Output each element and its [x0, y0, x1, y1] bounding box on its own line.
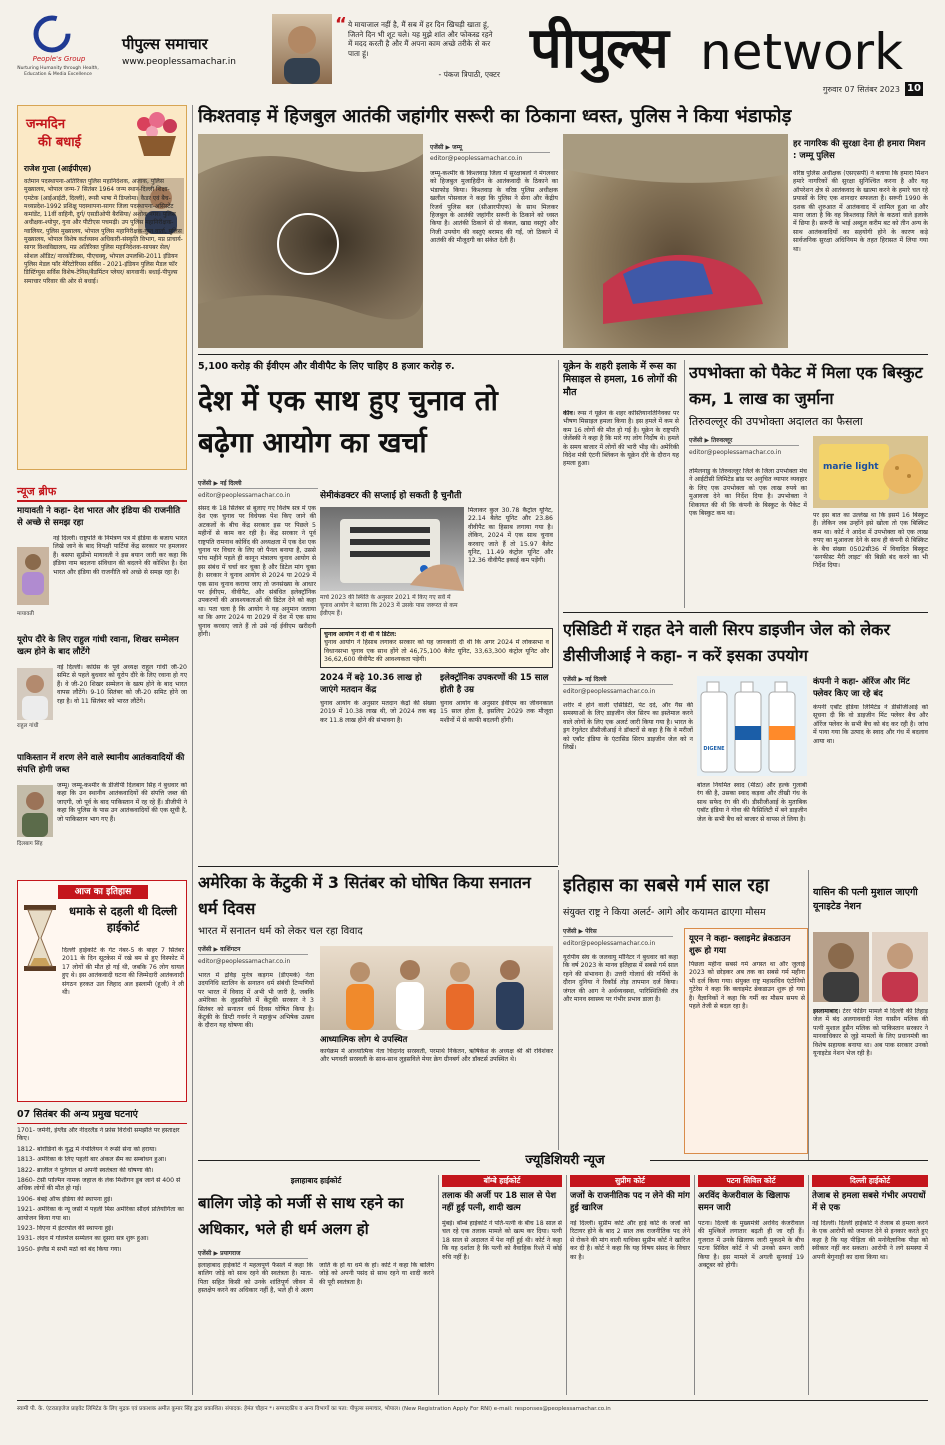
birthday-title-1: जन्मदिन	[26, 117, 66, 132]
america-photo	[320, 946, 553, 1030]
biscuit-body: तमिलनाडु के तिरुवल्लूर जिले के जिला उपभोक्ता मंच ने आईटीसी लिमिटेड ब्रांड पर अनुचित व्यापार व्यवहार के लिए एक उपभोक्ता को एक लाख रुपये का मुआवजा देने का निर्देश दिया है। उपभोक्ता ने शिकायत की थी कि कंपनी के बिस्कुट के पैकेट में एक बिस्कुट कम था।	[689, 468, 807, 518]
brief-2-title: यूरोप दौरे के लिए राहुल गांधी रवाना, शिखर सम्मेलन खत्म होने के बाद लौटेंगे	[17, 635, 179, 657]
judiciary-body-5: नई दिल्ली। दिल्ली हाईकोर्ट ने तेजाब से हमला करने के एक आरोपी को जमानत देने से इनकार करते हुए कहा है कि यह पीड़िता की मनोवैज्ञानिक पीड़ा को स्वीकार नहीं कर सकता। आरोपी ने लगे समस्या में अपनी बेगुनाही का दावा किया था।	[812, 1220, 928, 1261]
masthead	[0, 0, 945, 100]
evm-sub3-title: इलेक्ट्रॉनिक उपकरणों की 15 साल होती है उम्र	[440, 673, 549, 695]
acidity-byline: एजेंसी ▶ नई दिल्ली	[563, 676, 673, 685]
ukraine-body-text: रूस ने यूक्रेन के शहर कोस्तियानतिनिवका पर भीषण मिसाइल हमला किया है। इस हमले में कम से कम 16 लोगों की मौत हो गई है। यूक्रेन के राष्ट्रपति जेलेंस्की ने कहा है कि मारे गए लोग निर्दोष थे। हमले के समय बाजार में लोगों की भारी भीड़ थी। अमेरिकी विदेश मंत्री एंटनी ब्लिंकन के यूक्रेन दौरे के दौरान यह हमला हुआ।	[563, 410, 679, 468]
evm-machine-icon	[320, 507, 464, 591]
history-event: 1813- अमेरिका के लिए पहली बार अंकल सैम का सम्बोधन हुआ।	[17, 1156, 167, 1164]
evm-body: संसद के 18 सितंबर से बुलाए गए विशेष सत्र में एक देश एक चुनाव पर विधेयक पेश किए जाने की अटकलों के बीच केंद्र सरकार इस पर पिछले 5 महीनों से काम कर रही है। केंद्र सरकार ने पूर्व राष्ट्रपति रामनाथ कोविंद की अध्यक्षता में एक देश एक चुनाव पर विचार के लिए जो पैनल बनाया है, उससे पांच महीने पहले ही कानून मंत्रालय चुनाव आयोग से इस संबंध में चर्चा कर चुका है और डिटेल मांग चुका है। सरकार ने चुनाव आयोग से 2024 या 2029 में एक साथ चुनाव कराया जाए तो जनसंख्या के आधार पर ईवीएम, वीवीपैट, और संबंधित इलेक्ट्रॉनिक उपकरणों की आवश्यकताओं की डिटेल देने को कहा था। पता चला है कि आयोग ने यह अनुमान जताया था कि अगर 2024 या 2029 में देश में एक साथ चुनाव करवाए जाते हैं तो उसे नई ईवीएम खरीदनी होंगी।	[198, 505, 316, 639]
person-portrait-icon	[813, 932, 869, 1002]
brief-3-body: जम्मू। जम्मू-कश्मीर के डीजीपी दिलबाग सिंह ने बुधवार को कहा कि उन स्थानीय आतंकवादियों की संपत्ति जब्त की जाएगी, जो पूर्व के बाद पाकिस्तान में रह रहे हैं। डीजीपी ने कहा कि पुलिस के पास उन आतंकवादियों की एक सूची है, जो पाकिस्तान भाग गए हैं।	[57, 782, 187, 823]
evm-box-title: चुनाव आयोग ने दी थी ये डिटेल:	[324, 631, 397, 638]
history-event: 1812- बोरोडिनो के युद्ध में नेपोलियन ने रूसी सेना को हराया।	[17, 1145, 157, 1153]
birthday-person-name: राजेश गुप्ता (आईपीएस)	[24, 164, 92, 173]
evm-kicker: 5,100 करोड़ की ईवीएम और वीवीपैट के लिए चाहिए 8 हजार करोड़ रु.	[198, 361, 455, 372]
brand-english: network	[700, 23, 904, 81]
evm-sub3-body: चुनाव आयोग के अनुसार ईवीएम का जीवनकाल 15 साल होता है, इसलिए 2029 तक मौजूदा मशीनों में से काफी बदलनी होंगी।	[440, 700, 553, 724]
yasin-body: इस्लामाबाद। टेरर फंडिंग मामले में दिल्ली की तिहाड़ जेल में बंद अलगाववादी नेता यासीन मलिक की पत्नी मुशाल हुसैन मलिक को पाकिस्तान सरकार ने मानवाधिकार से जुड़े मामलों के लिए प्रधानमंत्री का विशेष सहायक बनाया था। अब पाक सरकार उनको यूनाइटेड नेशन भेज रही है।	[813, 1008, 928, 1058]
blanket-icon	[563, 134, 788, 348]
main-body: जम्मू-कश्मीर के किश्तवाड़ जिला में सुरक्षाबलों ने मंगलवार को हिजबुल मुजाहिदीन के आतंकवादी के ठिकाने का भंडाफोड़ किया। किश्तवाड़ के वरिष्ठ पुलिस अधीक्षक खलील पोसवाल ने कहा कि पुलिस ने सेना और केंद्रीय रिजर्व पुलिस बल (सीआरपीएफ) के साथ मिलकर हिजबुल के आतंकी जहांगीर सरूरी के ठिकाने को ध्वस्त किया है। आतंकी ठिकाने से दो कंबल, खाद्य वस्तुएं और निजी उपयोग की वस्तुएं बरामद की गईं, जो ठिकाने में आतंकी की मौजूदगी का संकेत देती हैं।	[430, 170, 558, 245]
evm-byline: एजेंसी ▶ नई दिल्ली	[198, 480, 318, 489]
america-headline: अमेरिका के केंटुकी में 3 सितंबर को घोषित किया सनातन धर्म दिवस	[198, 873, 531, 918]
website: www.peoplessamachar.in	[122, 57, 236, 67]
brief-2-caption: राहुल गांधी	[17, 723, 39, 729]
yasin-photo-1	[813, 932, 869, 1002]
judiciary-headline-5: तेजाब से हमला सबसे गंभीर अपराधों में से एक	[812, 1191, 926, 1213]
cave-photo-1	[198, 134, 423, 348]
brief-1-body: नई दिल्ली। राष्ट्रपति के निमंत्रण पत्र में इंडिया के बजाय भारत लिखे जाने के बाद विपक्षी पार्टियां केंद्र सरकार पर हमलावर हैं। बसपा सुप्रीमो मायावती ने इस बयान जारी कर कहा कि इंडिया नाम बदलना संविधान की बदलने की कोशिश है। देश भारत और इंडिया की राजनीति को अच्छे से समझ रहा है।	[53, 535, 187, 576]
acidity-side-body: कंपनी एबॉट इंडिया लिमिटेड ने डीसीजीआई को सूचना दी कि वो डाइजीन मिंट फ्लेवर बैच और ऑरेंज फ्लेवर के सभी बैच को बंद कर रही है। जांच में पाया गया कि उत्पाद के स्वाद और गंध में बदलाव आया था।	[813, 704, 928, 745]
digene-label: DIGENE	[703, 746, 725, 752]
america-byline: एजेंसी ▶ वाशिंगटन	[198, 946, 308, 955]
history-body: दिल्ली हाईकोर्ट के गेट नंबर-5 के बाहर 7 सितंबर 2011 के दिन सूटकेस में रखे बम से हुए विस्फोट में 17 लोगों की मौत हो गई थी, जबकि 76 लोग घायल हुए थे। इस आतंकवादी घटना की जिम्मेदारी आतंकवादी संगठन हरकत उल जिहाद अल इस्लामी (हूजी) ने ली थी।	[62, 947, 184, 997]
brief-1-caption: मायावती	[17, 611, 34, 617]
history-event: 1950- इंग्लैंड में सभी मठों को बंद किया गया।	[17, 1245, 122, 1253]
quote-mark-icon: “	[335, 14, 347, 35]
digene-photo	[697, 676, 807, 776]
history-events-list	[17, 1127, 187, 1397]
america-photo-body: कार्यक्रम में आध्यात्मिक नेता चिदानंद सरस्वती, परमार्थ निकेतन, ऋषिकेश के अध्यक्ष श्री श्री रविशंकर और भगवती सरस्वती के साथ-साथ लुइसविले मेयर क्रेग ग्रीनबर्ग और डॉक्टर्स उपस्थित थे।	[320, 1048, 553, 1064]
evm-email: editor@peoplessamachar.co.in	[198, 492, 291, 499]
evm-sub1-body: मिलाकर कुल 30.78 कैंट्रोल यूनिट, 22.14 बैलेट यूनिट और 23.86 वीवीपैट का हिसाब लगाया गया है। लेकिन, 2024 में एक साथ चुनाव करवाए जाते हैं तो 15.97 बैलेट यूनिट, 11.49 कंट्रोल यूनिट और 12.36 वीवीपैट इकाई कम पड़ेंगी।	[468, 507, 553, 565]
quote-author: - पंकज त्रिपाठी, एक्टर	[438, 70, 500, 79]
judiciary-body-3: नई दिल्ली। सुप्रीम कोर्ट और हाई कोर्ट के जजों को रिटायर होने के बाद 2 साल तक राजनीतिक पद लेने से रोकने की मांग वाली याचिका सुप्रीम कोर्ट ने खारिज कर दी है। कोर्ट ने कहा कि यह विषय संसद के विचार का है।	[570, 1220, 690, 1261]
flower-basket-icon	[130, 110, 184, 160]
yasin-body-text: टेरर फंडिंग मामले में दिल्ली की तिहाड़ जेल में बंद अलगाववादी नेता यासीन मलिक की पत्नी मुशाल हुसैन मलिक को पाकिस्तान सरकार ने मानवाधिकार से जुड़े मामलों के लिए प्रधानमंत्री का विशेष सहायक बनाया था। अब पाक सरकार उनको यूनाइटेड नेशन भेज रही है।	[813, 1008, 928, 1058]
judiciary-banner: ज्यूडिशियरी न्यूज	[480, 1150, 650, 1172]
paper-name: पीपुल्स समाचार	[122, 35, 208, 53]
group-name: People's Group	[32, 55, 86, 63]
ukraine-headline: यूक्रेन के शहरी इलाके में रूस का मिसाइल से हमला, 16 लोगों की मौत	[563, 361, 678, 398]
hottest-side-title: यूएन ने कहा- क्लाइमेट ब्रेकडाउन शुरू हो गया	[689, 934, 791, 956]
judiciary-body-1: इलाहाबाद हाईकोर्ट ने महत्वपूर्ण फैसले में कहा कि बालिग जोड़े को साथ रहने की स्वतंत्रता है। माता-पिता सहित किसी को उनके शांतिपूर्ण जीवन में हस्तक्षेप करने का अधिकार नहीं है, भले ही वे अलग जाति के हों या धर्म के हों। कोर्ट ने कहा कि बालिग जोड़े को अपनी पसंद से साथ रहने या शादी करने की पूरी स्वतंत्रता है।	[198, 1262, 434, 1295]
group-logo-icon	[32, 14, 72, 54]
america-subhead: भारत में सनातन धर्म को लेकर चल रहा विवाद	[198, 926, 363, 937]
person-portrait-icon	[872, 932, 928, 1002]
history-event: 1923- विएना में इंटरपोल की स्थापना हुई।	[17, 1225, 114, 1233]
yasin-byline: इस्लामाबाद	[813, 1008, 838, 1015]
biscuit-product-label: marie light	[823, 462, 879, 472]
brief-3-title: पाकिस्तान में शरण लेने वाले स्थानीय आतंकवादियों की संपत्ति होगी जब्त	[17, 753, 185, 775]
news-brief-title: न्यूज ब्रीफ	[17, 485, 57, 498]
brief-1-title: मायावती ने कहा- देश भारत और इंडिया की राजनीति से अच्छे से समझ रहा	[17, 506, 181, 528]
acidity-body-2: बोतल नियमित स्वाद (मीठा) और हल्के गुलाबी रंग की है, उसका स्वाद कड़वा और तीखी गंध के साथ सफेद रंग की थी। डीसीजीआई के मुताबिक एबॉट इंडिया ने गोवा की फैसिलिटी में बने डाइजीन जेल के सभी बैच को बाजार से वापस ले लिया है।	[697, 782, 807, 823]
history-event: 1931- लंदन में गोलमेज सम्मेलन का दूसरा सत्र शुरू हुआ।	[17, 1235, 149, 1243]
cave-photo-2	[563, 134, 788, 348]
hottest-side-body: पिछला महीना सबसे गर्म अगस्त था और जुलाई 2023 को छोड़कर अब तक का सबसे गर्म महीना भी दर्ज किया गया। संयुक्त राष्ट्र महासचिव एंटोनियो गुटेरेस ने कहा कि क्लाइमेट ब्रेकडाउन शुरू हो गया है। वैज्ञानिकों ने कहा कि गर्मी का मौसम समय से पहले तेजी से बदल रहा है।	[689, 961, 805, 1011]
hottest-headline: इतिहास का सबसे गर्म साल रहा	[563, 875, 770, 896]
biscuit-pack-icon	[813, 436, 928, 508]
ukraine-body: कीव। रूस ने यूक्रेन के शहर कोस्तियानतिनिवका पर भीषण मिसाइल हमला किया है। इस हमले में कम से कम 16 लोगों की मौत हो गई है। यूक्रेन के राष्ट्रपति जेलेंस्की ने कहा है कि मारे गए लोग निर्दोष थे। हमले के समय बाजार में लोगों की भारी भीड़ थी। अमेरिकी विदेश मंत्री एंटनी ब्लिंकन के यूक्रेन दौरे के दौरान यह हमला हुआ।	[563, 410, 679, 468]
main-email: editor@peoplessamachar.co.in	[430, 155, 523, 162]
evm-headline: देश में एक साथ हुए चुनाव तो बढ़ेगा आयोग का खर्चा	[198, 384, 498, 459]
side-mission-title: हर नागरिक की सुरक्षा देना ही हमारा मिशन : जम्मू पुलिस	[793, 139, 926, 161]
evm-sub2-body: चुनाव आयोग के अनुसार मतदान केंद्रों की संख्या 2019 में 10.38 लाख थी, जो 2024 तक बढ़ कर 11.8 लाख होने की संभावना है।	[320, 700, 436, 724]
judiciary-court-2: बॉम्बे हाईकोर्ट	[442, 1175, 562, 1187]
side-mission-body: वरिष्ठ पुलिस अधीक्षक (एसएसपी) ने बताया कि हमारा मिशन हमारे नागरिकों की सुरक्षा सुनिश्चित करना है और यह ऑपरेशन क्षेत्र से आतंकवाद के खात्मा करने के हमारे चल रहे प्रयासों के लिए एक शानदार सफलता है। सरूरी 1990 के दशक की शुरुआत में आतंकवाद में शामिल हुआ था और माना जाता है कि वह किश्तवाड़ जिले के कठवां वाले इलाके में छिपा है। सरूरी के भाई अब्दुल करीम बट को तीन अन्य के साथ आतंकवादियों का सहयोगी होने के कारण कड़े सार्वजनिक सुरक्षा अधिनियम के तहत हिरासत में लिया गया था।	[793, 170, 928, 253]
acidity-side-title: कंपनी ने कहा- ऑरेंज और मिंट फ्लेवर किए जा रहे बंद	[813, 677, 910, 699]
evm-box-body: चुनाव आयोग ने हिसाब लगाकर सरकार को यह जानकारी दी थी कि अगर 2024 में लोकसभा व विधानसभा चुनाव एक साथ होंगे तो 46,75,100 बैलेट यूनिट, 33,63,300 कंट्रोल यूनिट और 36,62,600 वीवीपैट की आवश्यकता पड़ेगी।	[324, 639, 549, 664]
syrup-bottle-icon	[697, 676, 807, 776]
footer-imprint: स्वामी पी. के. एंटरप्राइजेज प्राइवेट लिमिटेड के लिए मुद्रक एवं प्रकाशक अमीत कुमार सिंह द्वारा प्रकाशित। संपादक: हेमंत चौहान *। सम्पादकीय व अन्य विभागों का पता: पीपुल्स समाचार, भोपाल। (New Registration Apply For RNI) e-mail: responses@peoplessamachar.co.in	[17, 1406, 611, 1412]
brand-hindi: पीपुल्स	[530, 16, 668, 81]
judiciary-body-4: पटना। दिल्ली के मुख्यमंत्री अरविंद केजरीवाल की मुश्किलें लगातार बढ़ती ही जा रही हैं। गुजरात में उनके खिलाफ जारी मुकदमे के बीच पटना सिविल कोर्ट ने भी उनको समन जारी किया है। इस मामले में अगली सुनवाई 19 अक्टूबर को होगी।	[698, 1220, 804, 1270]
judiciary-headline-2: तलाक की अर्जी पर 18 साल से पेश नहीं हुई पत्नी, शादी खत्म	[442, 1191, 556, 1213]
biscuit-byline: एजेंसी ▶ तिरुवल्लूर	[689, 437, 799, 446]
evm-photo-caption: मार्च 2023 की स्थिति के अनुसार 2021 में किए गए सर्वे में चुनाव आयोग ने बताया कि 2023 में उसके पास जरूरत से कम ईवीएम हैं।	[320, 594, 458, 617]
spiritual-leaders-icon	[320, 946, 553, 1030]
quote-text: ये मायाजाल नहीं है, मैं सब में हर दिन खिचड़ी खाता हूं, जितने दिन भी शूट चले। यह मुझे शांत और फोकस्ड रहने में मदद करती है और मैं अपना काम अच्छे तरीके से कर पाता हूं।	[348, 20, 493, 58]
judiciary-court-5: दिल्ली हाईकोर्ट	[812, 1175, 928, 1187]
evm-sub1-title: सेमीकंडक्टर की सप्लाई हो सकती है चुनौती	[320, 491, 462, 501]
main-headline: किश्तवाड़ में हिजबुल आतंकी जहांगीर सरूरी का ठिकाना ध्वस्त, पुलिस ने किया भंडाफोड़	[198, 106, 792, 127]
hourglass-icon	[22, 903, 58, 973]
yasin-headline: यासिन की पत्नी मुशाल जाएगी यूनाइटेड नेशन	[813, 887, 918, 912]
biscuit-photo	[813, 436, 928, 508]
america-photo-title: आध्यात्मिक लोग थे उपस्थित	[320, 1035, 408, 1045]
birthday-box	[17, 105, 187, 470]
history-headline: धमाके से दहली थी दिल्ली हाईकोर्ट	[69, 904, 177, 934]
judiciary-headline-3: जजों के राजनीतिक पद न लेने की मांग हुई खारिज	[570, 1191, 690, 1213]
biscuit-headline: उपभोक्ता को पैकेट में मिला एक बिस्कुट कम, 1 लाख का जुर्माना	[689, 363, 923, 408]
quote-portrait	[272, 14, 332, 84]
group-tagline: Nurturing Humanity through Health, Education & Media Excellence	[17, 66, 99, 77]
history-events-title: 07 सितंबर की अन्य प्रमुख घटनाएं	[17, 1109, 138, 1120]
yasin-photo-2	[872, 932, 928, 1002]
acidity-body: शरीर में होने वाली एसिडिटी, पेट दर्द, और गैस की समस्याओं के लिए डाइजीन जेल सिरप का इस्तेमाल करने वाले लोगों के लिए एक अलर्ट जारी किया गया है। भारत के ड्रग रेगुलेटर डीसीजीआई ने डॉक्टरों से कहा है कि वे मरीजों को एबॉट इंडिया के एंटासिड सिरप डाइजीन जेल को न लिखें।	[563, 702, 693, 752]
hottest-subhead: संयुक्त राष्ट्र ने किया अलर्ट- आगे और कयामत ढाएगा मौसम	[563, 907, 766, 918]
america-email: editor@peoplessamachar.co.in	[198, 958, 291, 965]
evm-photo	[320, 507, 464, 591]
history-event: 1822- ब्राजील ने पुर्तगाल से अपनी स्वतंत्रता की घोषणा की।	[17, 1166, 154, 1174]
acidity-email: editor@peoplessamachar.co.in	[563, 688, 656, 695]
birthday-title-2: की बधाई	[38, 135, 82, 150]
history-event: 1701- जर्मनी, इंग्लैंड और नीदरलैंड ने फ्रांस विरोधी समझौते पर हस्ताक्षर किए।	[17, 1127, 180, 1143]
hottest-email: editor@peoplessamachar.co.in	[563, 940, 656, 947]
evm-sub2-title: 2024 में बढ़े 10.36 लाख हो जाएंगे मतदान केंद्र	[320, 673, 422, 695]
person-portrait-icon	[272, 14, 332, 84]
judiciary-body-2: मुंबई। बॉम्बे हाईकोर्ट ने पति-पत्नी के बीच 18 साल से चल रहे एक तलाक मामले को खत्म कर दिया। पत्नी 18 साल से अदालत में पेश नहीं हुई थी। कोर्ट ने कहा कि यह दर्शाता है कि पत्नी को वैवाहिक रिश्ते में कोई रुचि नहीं है।	[442, 1220, 562, 1261]
evm-info-box	[320, 628, 553, 668]
ukraine-byline: कीव	[563, 410, 573, 417]
cave-rock-icon	[198, 134, 423, 348]
judiciary-court-1: इलाहाबाद हाईकोर्ट	[290, 1176, 342, 1185]
biscuit-body-2: पर इस बात का उल्लेख था कि इसमें 16 बिस्कुट हैं। लेकिन जब उन्होंने इसे खोला तो एक बिस्किट कम था। कोर्ट ने आदेश में उपभोक्ता को एक लाख रुपए का मुआवजा देने के साथ ही कंपनी से बिस्किट के बैच संख्या 0502सी36 में विवादित बिस्कुट 'सनफीस्ट मैरी लाइट' की बिक्री बंद करने का भी निर्देश दिया।	[813, 512, 928, 570]
page-number: 10	[905, 82, 923, 96]
history-box	[17, 880, 187, 1102]
hottest-side-box	[684, 928, 808, 1154]
judiciary-headline-1: बालिग जोड़े को मर्जी से साथ रहने का अधिकार, भले ही धर्म अलग हो	[198, 1194, 404, 1238]
judiciary-headline-4: अरविंद केजरीवाल के खिलाफ समन जारी	[698, 1191, 790, 1213]
brief-3-caption: दिलबाग सिंह	[17, 841, 43, 847]
acidity-headline: एसिडिटी में राहत देने वाली सिरप डाइजीन जेल को लेकर डीसीजीआई ने कहा- न करें इसका उपयोग	[563, 620, 891, 665]
america-body: भारत में द्रविड़ मुनेत्र कड़गम (डीएमके) नेता उदयनिधि स्टालिन के सनातन धर्म संबंधी टिप्पणियों पर भारत में विवाद में अभी भी जारी है, जबकि अमेरिका के लुइसविले में केंटुकी सरकार ने 3 सितंबर को सनातन धर्म दिवस घोषित किया है। केंटुकी के डिप्टी गवर्नर ने महाकुंभ अभिषेक उत्सव के दौरान यह घोषणा की।	[198, 972, 314, 1030]
judiciary-byline-1: एजेंसी ▶ प्रयागराज	[198, 1250, 308, 1259]
history-title: आज का इतिहास	[58, 885, 148, 899]
history-event: 1860- टेसी पाल्मिन नामक जहाज के लेक मिशीगन डूब जाने से 400 से अधिक लोगों की मौत हो गई।	[17, 1177, 181, 1193]
biscuit-subhead: तिरुवल्लूर की उपभोक्ता अदालत का फैसला	[689, 415, 863, 428]
judiciary-court-4: पटना सिविल कोर्ट	[698, 1175, 804, 1187]
hottest-body: यूरोपीय संघ के जलवायु मॉनिटर ने बुधवार को कहा कि वर्ष 2023 के मानव इतिहास में सबसे गर्म साल रहने की संभावना है। उत्तरी गोलार्ध की गर्मियों के दौरान दुनिया ने रिकॉर्ड तोड़ तापमान दर्ज किया। जंगल की आग ने अर्थव्यवस्था, पारिस्थितिकी तंत्र और मानव स्वास्थ्य पर गंभीर प्रभाव डाला है।	[563, 954, 678, 1004]
hottest-byline: एजेंसी ▶ पेरिस	[563, 928, 673, 937]
birthday-details: वर्तमान पदस्थापना-अतिरिक्त पुलिस महानिदेशक, अजाक, पुलिस मुख्यालय, भोपाल जन्म-7 सितंबर 1964 जन्म स्थान-दिल्ली शिक्षा-एमटेक (आईआईटी, दिल्ली), रूसी भाषा में डिप्लोमा। कैडर एवं बैच-मध्यप्रदेश-1992 प्रशिक्षु पदस्थापना-सागर जिला पदस्थापना-असिस्टेंट कमांडेंट, 11वीं वाहिनी, दुर्ग/ एसडीओपी बैरसिया/ अशोक नगर। पुलिस अधीक्षक-श्योपुर, गुना और पीटीएस पचमढ़ी। उप पुलिस महानिरीक्षक-ग्वालियर, पुलिस मुख्यालय, भोपाल पुलिस महानिरीक्षक-गुप्त वार्ता, पुलिस मुख्यालय, भोपाल विशेष कर्तव्यस्थ अधिकारी-संस्कृति विभाग, मप्र प्राचार्य-सागर विश्वविद्यालय, मप्र अतिरिक्त पुलिस महानिदेशक-सायबर सेल/ सोशल ऑडिट/ नारकोटिक्स, पीएचक्यू, भोपाल उपलब्धि-2011 इंडियन पुलिस मेडल फॉर मेरिटोरियस सर्विस - 2021-इंडियन पुलिस मैडल फॉर डिस्टिंग्युस सर्विस विशेष-टेनिस/बैडमिंटन प्लेयर/ बागवानी। बधाई-पीपुल्स समाचार परिवार की ओर से बधाई।	[24, 178, 183, 285]
main-byline: एजेंसी ▶ जम्मू	[430, 144, 550, 153]
group-logo	[32, 14, 72, 54]
judiciary-court-3: सुप्रीम कोर्ट	[570, 1175, 690, 1187]
biscuit-email: editor@peoplessamachar.co.in	[689, 449, 782, 456]
history-event: 1906- बंबई ऑफ इंडिया की स्थापना हुई।	[17, 1195, 113, 1203]
issue-date: गुरुवार 07 सितंबर 2023	[822, 85, 900, 94]
brief-2-body: नई दिल्ली। कांग्रेस के पूर्व अध्यक्ष राहुल गांधी जी-20 समिट से पहले बुधवार को यूरोप दौरे के लिए रवाना हो गए हैं। वे जी-20 शिखर सम्मेलन के खत्म होने के बाद भारत वापस लौटेंगे। 9-10 सितंबर को जी-20 समिट होने जा रहा है। वो 11 सितंबर को भारत लौटेंगे।	[57, 664, 187, 705]
history-event: 1921- अमेरिका के न्यू जर्सी में पहली मिस अमेरिका सौंदर्य प्रतियोगिता का आयोजन किया गया था।	[17, 1206, 184, 1222]
